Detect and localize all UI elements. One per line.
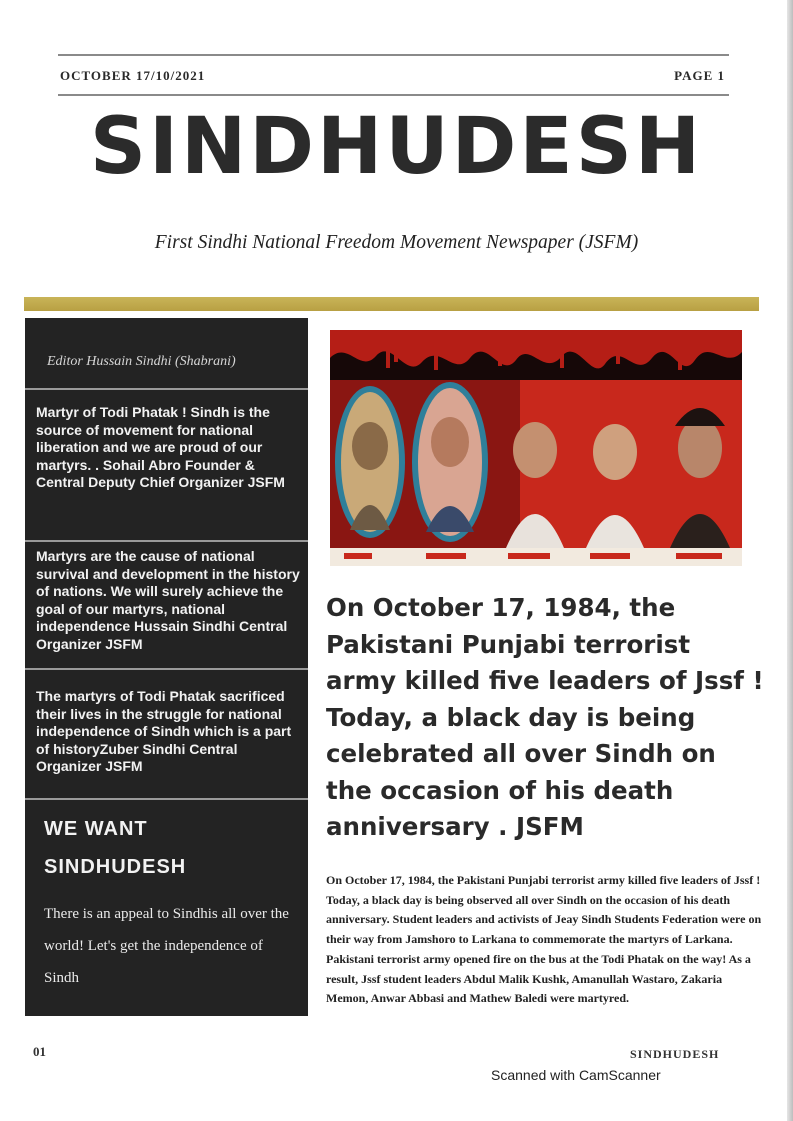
we-want-heading: WE WANT <box>44 818 148 840</box>
scan-edge-shadow <box>787 0 793 1121</box>
article-headline: On October 17, 1984, the Pakistani Punjabi terrorist army killed five leaders of Jssf ! Today, a black day is being celebrated all over Sindh on the occasion of his death anniversary . JSFM <box>326 593 764 841</box>
quote-zuber-sindhi: The martyrs of Todi Phatak sacrificed their lives in the struggle for national independence of Sindh which is a part of historyZuber Sindhi Central Organizer JSFM <box>36 688 292 774</box>
quote-sohail-abro: Martyr of Todi Phatak ! Sindh is the source of movement for national liberation and we are proud of our martyrs. . Sohail Abro Founder & Central Deputy Chief Organizer JSFM <box>36 404 285 490</box>
subtitle: First Sindhi National Freedom Movement Newspaper (JSFM) <box>154 232 639 253</box>
editor-credit: Editor Hussain Sindhi (Shabrani) <box>47 354 236 369</box>
appeal-text: There is an appeal to Sindhis all over the world! Let's get the independence of Sindh <box>44 906 289 986</box>
sidebar-divider <box>25 540 308 542</box>
page-number: 01 <box>33 1044 46 1059</box>
gold-divider <box>24 297 759 311</box>
issue-date: OCTOBER 17/10/2021 <box>60 68 206 83</box>
dateline <box>60 68 725 84</box>
masthead: SINDHUDESH <box>89 102 704 192</box>
article-body: On October 17, 1984, the Pakistani Punjabi terrorist army killed five leaders of Jssf ! Today, a black day is being observed all over Sindh on the occasion of his death anniversary. Student leaders and activists of Jeay Sindh Students Federation were on their way from Jamshoro to Larkana to commemorate the martyrs of Larkana. Pakistani terrorist army opened fire on the bus at the Todi Phatak on the way! As a result, Jssf student leaders Abdul Malik Kushk, Amanullah Wastaro, Zakaria Memon, Anwar Abbasi and Mathew Baledi were martyred. <box>326 873 762 1006</box>
martyrs-poster <box>330 330 742 566</box>
sidebar-divider <box>25 388 308 390</box>
top-rule <box>58 54 729 56</box>
sidebar-divider <box>25 798 308 800</box>
quote-hussain-sindhi: Martyrs are the cause of national survival and development in the history of nations. We will surely achieve the goal of our martyrs, national independence Hussain Sindhi Central Organizer JSFM <box>36 548 300 652</box>
martyrs-poster-art <box>330 330 742 566</box>
footer-brand: SINDHUDESH <box>630 1047 720 1061</box>
page-label: PAGE 1 <box>674 68 725 83</box>
dateline-rule <box>58 94 729 96</box>
scanner-watermark: Scanned with CamScanner <box>491 1067 661 1083</box>
sindhudesh-heading: SINDHUDESH <box>44 856 187 878</box>
sidebar-divider <box>25 668 308 670</box>
